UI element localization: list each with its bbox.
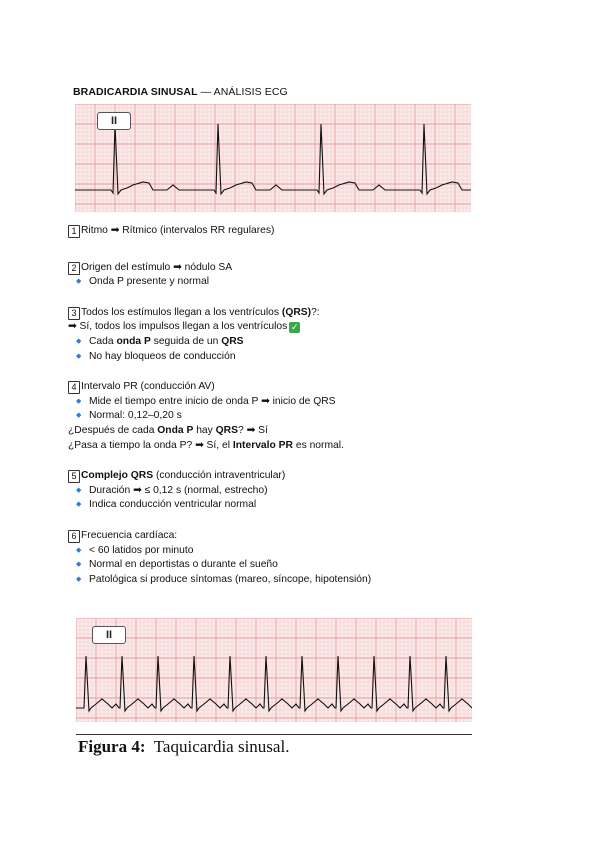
list-item: ◆ Duración ➡ ≤ 0,12 s (normal, estrecho) bbox=[68, 484, 508, 499]
ecg-strip-tachycardia bbox=[76, 618, 472, 722]
list-item: ◆ Indica conducción ventricular normal bbox=[68, 498, 508, 513]
check-icon: ✓ bbox=[290, 322, 299, 333]
number-badge: 6 bbox=[68, 530, 80, 543]
caption-label: Figura 4: bbox=[78, 737, 146, 756]
section-rhythm bbox=[68, 224, 508, 239]
bullet-icon: ◆ bbox=[76, 575, 82, 583]
bullet-icon: ◆ bbox=[76, 501, 82, 509]
caption-rule bbox=[76, 734, 472, 735]
question-line: ¿Después de cada Onda P hay QRS? ➡ Sí bbox=[68, 424, 268, 436]
bullet-icon: ◆ bbox=[76, 352, 82, 360]
bullet-icon: ◆ bbox=[76, 397, 82, 405]
ecg-trace-top bbox=[75, 104, 471, 212]
number-badge: 1 bbox=[68, 225, 80, 238]
title-bold: BRADICARDIA SINUSAL bbox=[73, 86, 198, 98]
section-conduction: 3 Todos los estímulos llegan a los ventrículos (QRS)?: ➡ Sí, todos los impulsos llegan a los ventrículos ✓ ◆ Cada onda P seguida de un QRS ◆ No hay bloqueos de conducción bbox=[68, 306, 508, 364]
section-pr-interval: 4 Intervalo PR (conducción AV) ◆ Mide el tiempo entre inicio de onda P ➡ inicio de QRS ◆ Normal: 0,12–0,20 s ¿Después de cada Onda P hay QRS? ➡ Sí ¿Pasa a tiempo la onda P? ➡ Sí, el Intervalo PR es normal. bbox=[68, 380, 508, 453]
number-badge: 3 bbox=[68, 307, 80, 320]
ecg-grid bbox=[75, 104, 471, 212]
bullet-icon: ◆ bbox=[76, 412, 82, 420]
number-badge: 4 bbox=[68, 381, 80, 394]
list-item: ◆ No hay bloqueos de conducción bbox=[68, 350, 508, 365]
analysis-content bbox=[68, 224, 508, 603]
number-badge: 5 bbox=[68, 470, 80, 483]
rhythm-text: Ritmo ➡ Rítmico (intervalos RR regulares) bbox=[81, 225, 275, 236]
section-origin bbox=[68, 261, 508, 290]
ecg-trace-path-bottom bbox=[76, 656, 472, 711]
list-item: ◆ Normal: 0,12–0,20 s bbox=[68, 409, 508, 424]
number-badge: 2 bbox=[68, 262, 80, 275]
ecg-trace-bottom bbox=[76, 618, 472, 722]
figure-caption bbox=[78, 737, 289, 757]
bullet-icon: ◆ bbox=[76, 278, 82, 286]
section-heart-rate: 6 Frecuencia cardíaca: ◆ < 60 latidos por minuto ◆ Normal en deportistas o durante el sueño ◆ Patológica si produce síntomas (mareo, síncope, hipotensión) bbox=[68, 529, 508, 587]
list-item: ◆ Cada onda P seguida de un QRS bbox=[68, 335, 508, 350]
title-rest: — ANÁLISIS ECG bbox=[197, 86, 288, 98]
list-item: ◆ Normal en deportistas o durante el sueño bbox=[68, 558, 508, 573]
list-item: ◆ < 60 latidos por minuto bbox=[68, 544, 508, 559]
bullet-icon: ◆ bbox=[76, 337, 82, 345]
list-item: ◆ Patológica si produce síntomas (mareo, síncope, hipotensión) bbox=[68, 573, 508, 588]
lead-label: II bbox=[97, 112, 131, 130]
list-item: ◆ Mide el tiempo entre inicio de onda P ➡ inicio de QRS bbox=[68, 395, 508, 410]
page-title bbox=[73, 86, 288, 98]
lead-label: II bbox=[92, 626, 126, 644]
ecg-trace-path-top bbox=[75, 124, 471, 194]
ecg-strip-bradycardia bbox=[75, 104, 471, 212]
conduction-answer: ➡ Sí, todos los impulsos llegan a los ventrículos ✓ bbox=[68, 321, 299, 333]
bullet-icon: ◆ bbox=[76, 486, 82, 494]
bullet-icon: ◆ bbox=[76, 546, 82, 554]
origin-text: Origen del estímulo ➡ nódulo SA bbox=[81, 261, 233, 273]
section-qrs: 5 Complejo QRS (conducción intraventricular) ◆ Duración ➡ ≤ 0,12 s (normal, estrecho) ◆ Indica conducción ventricular normal bbox=[68, 469, 508, 513]
caption-text: Taquicardia sinusal. bbox=[153, 737, 290, 756]
bullet-icon: ◆ bbox=[76, 561, 82, 569]
question-line: ¿Pasa a tiempo la onda P? ➡ Sí, el Intervalo PR es normal. bbox=[68, 439, 344, 451]
list-item: ◆ Onda P presente y normal bbox=[68, 275, 508, 290]
